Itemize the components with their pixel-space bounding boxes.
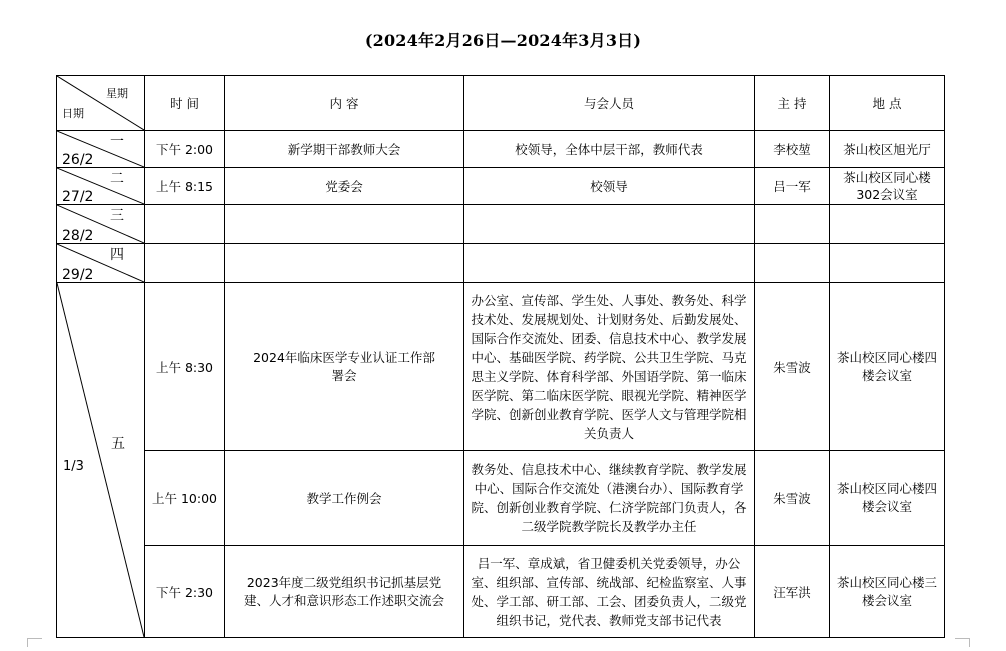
host-cell [755,244,830,283]
table-row [57,244,945,283]
attendees-cell [464,244,755,283]
content-cell: 2024年临床医学专业认证工作部署会 [225,283,464,451]
weekday-date-cell [57,244,145,283]
table-row [57,205,945,244]
date-label: 29/2 [62,267,94,283]
date-label: 1/3 [63,459,84,474]
header-time: 时 间 [145,76,225,131]
host-cell [755,205,830,244]
attendees-cell: 办公室、宣传部、学生处、人事处、教务处、科学技术处、发展规划处、计划财务处、后勤发展处、国际合作交流处、团委、信息技术中心、教学发展中心、基础医学院、药学院、公共卫生学院、马克思主义学院、体育科学部、外国语学院、第一临床医学院、第二临床医学院、眼视光学院、精神医学学院、创新创业教育学院、医学人文与管理学院相关负责人 [464,283,755,451]
corner-weekday-label: 星期 [106,87,128,100]
location-cell [830,244,945,283]
table-row [57,168,945,205]
header-location: 地 点 [830,76,945,131]
host-cell: 吕一军 [755,168,830,205]
time-cell: 上午 8:30 [145,283,225,451]
host-cell: 李校堃 [755,131,830,168]
location-cell: 茶山校区同心楼四楼会议室 [830,283,945,451]
weekday-label: 一 [110,134,124,150]
attendees-cell [464,205,755,244]
page-corner-mark-right [955,638,970,647]
location-cell: 茶山校区同心楼三楼会议室 [830,546,945,638]
time-cell: 下午 2:30 [145,546,225,638]
location-cell: 茶山校区旭光厅 [830,131,945,168]
host-cell: 朱雪波 [755,451,830,546]
weekday-label: 二 [110,171,124,187]
corner-date-label: 日期 [62,107,84,120]
content-cell: 2023年度二级党组织书记抓基层党建、人才和意识形态工作述职交流会 [225,546,464,638]
attendees-cell: 校领导，全体中层干部，教师代表 [464,131,755,168]
time-cell: 下午 2:00 [145,131,225,168]
table-row [57,451,945,546]
table-row [57,283,945,451]
header-host: 主 持 [755,76,830,131]
table-row [57,131,945,168]
location-cell: 茶山校区同心楼302会议室 [830,168,945,205]
weekday-label: 三 [110,208,124,224]
header-content: 内 容 [225,76,464,131]
weekday-date-cell-friday [57,283,145,638]
time-cell [145,244,225,283]
content-cell: 教学工作例会 [225,451,464,546]
date-label: 26/2 [62,152,94,168]
weekday-date-cell [57,131,145,168]
weekday-date-cell [57,205,145,244]
table-row [57,546,945,638]
attendees-cell: 校领导 [464,168,755,205]
weekday-label: 五 [111,436,125,452]
content-cell [225,244,464,283]
header-attendees: 与会人员 [464,76,755,131]
host-cell: 朱雪波 [755,283,830,451]
meeting-schedule-table [56,75,945,638]
date-label: 27/2 [62,189,94,205]
schedule-title: (2024年2月26日—2024年3月3日) [364,31,642,50]
weekday-date-cell [57,168,145,205]
time-cell: 上午 8:15 [145,168,225,205]
time-cell [145,205,225,244]
content-cell [225,205,464,244]
content-cell: 新学期干部教师大会 [225,131,464,168]
weekday-label: 四 [110,247,124,263]
header-row [57,76,945,131]
attendees-cell: 吕一军、章成斌，省卫健委机关党委领导，办公室、组织部、宣传部、统战部、纪检监察室、人事处、学工部、研工部、工会、团委负责人，二级党组织书记，党代表、教师党支部书记代表 [464,546,755,638]
header-corner-cell [57,76,145,131]
time-cell: 上午 10:00 [145,451,225,546]
attendees-cell: 教务处、信息技术中心、继续教育学院、教学发展中心、国际合作交流处（港澳台办）、国际教育学院、创新创业教育学院、仁济学院部门负责人，各二级学院教学院长及教学办主任 [464,451,755,546]
host-cell: 汪军洪 [755,546,830,638]
content-cell: 党委会 [225,168,464,205]
date-label: 28/2 [62,228,94,244]
location-cell [830,205,945,244]
page-corner-mark-left [27,638,42,647]
location-cell: 茶山校区同心楼四楼会议室 [830,451,945,546]
